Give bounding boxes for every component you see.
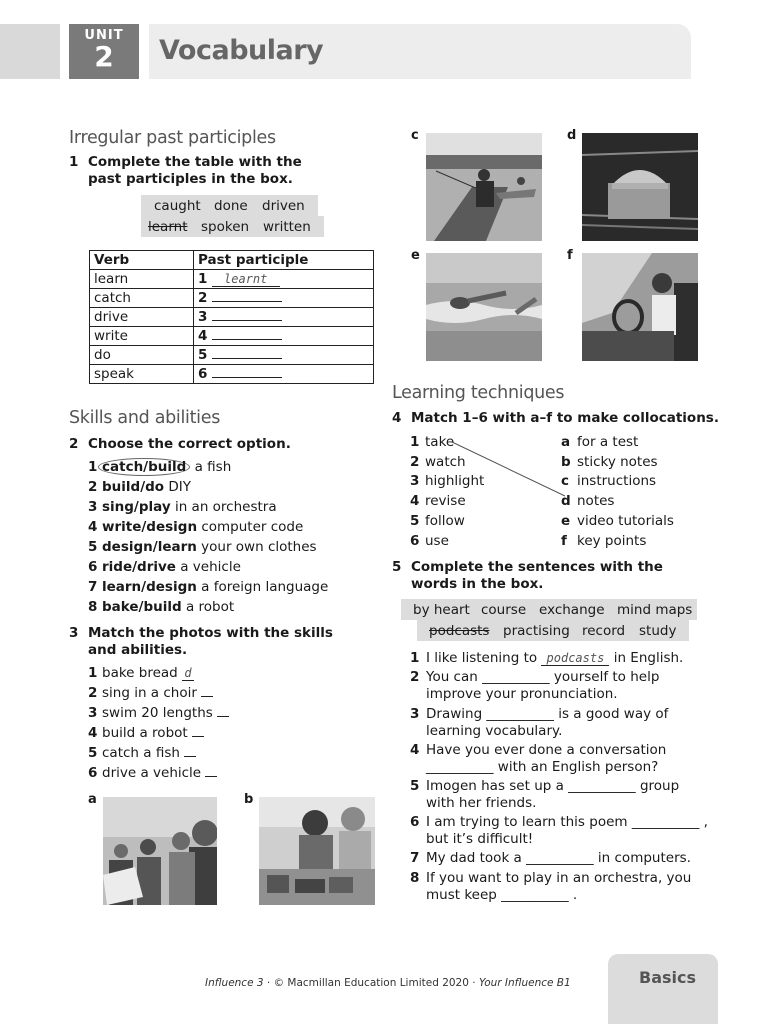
item-number: 1 — [88, 665, 98, 681]
option-pair[interactable]: build/do — [102, 479, 165, 495]
question-number: 3 — [69, 625, 79, 641]
verb-cell: speak — [90, 365, 194, 384]
unit-label: UNIT — [84, 28, 124, 43]
page-title: Vocabulary — [159, 35, 324, 66]
item-text: notes — [577, 493, 615, 509]
photo-bread — [582, 133, 698, 241]
item-rest: a foreign language — [196, 579, 329, 595]
item-text: sticky notes — [577, 454, 658, 470]
answer-cell[interactable] — [194, 289, 374, 308]
footer-publisher: · © Macmillan Education Limited 2020 · — [263, 977, 479, 989]
item-text: revise — [425, 493, 466, 509]
question-3 — [69, 625, 369, 661]
item-letter: d — [561, 493, 571, 509]
item-number: 5 — [410, 778, 420, 794]
q4-matching — [410, 432, 710, 554]
answer-cell[interactable] — [194, 270, 374, 289]
word: done — [214, 198, 248, 214]
word: caught — [154, 198, 201, 214]
item-rest: DIY — [164, 479, 191, 495]
question-2 — [69, 436, 369, 454]
answer-blank[interactable] — [192, 725, 204, 737]
item-text: instructions — [577, 473, 657, 489]
photo-fishing — [426, 133, 542, 241]
verb-cell: do — [90, 346, 194, 365]
item-number: 3 — [410, 473, 420, 489]
item-number: 7 — [88, 579, 98, 595]
photo-label-f: f — [567, 248, 573, 263]
table-row — [90, 346, 374, 365]
option-pair[interactable]: ride/drive — [102, 559, 176, 575]
question-text: Complete the sentences with the words in the box. — [411, 559, 663, 592]
section-title-skills: Skills and abilities — [69, 408, 221, 428]
sentence-text: must keep __________ . — [426, 887, 578, 903]
question-text: Match the photos with the skills and abilities. — [88, 625, 333, 658]
question-4 — [392, 410, 722, 428]
answer-podcasts[interactable]: podcasts — [541, 652, 609, 666]
item-rest: a fish — [190, 459, 232, 475]
answer-cell[interactable] — [194, 308, 374, 327]
word: practising — [503, 623, 570, 639]
option-pair[interactable]: sing/play — [102, 499, 171, 515]
question-text: Match 1–6 with a–f to make collocations. — [411, 410, 719, 426]
answer-learnt: learnt — [212, 273, 280, 287]
photo-label-a: a — [88, 792, 97, 807]
question-text: Complete the table with the past participles in the box. — [88, 154, 302, 187]
header-side-block — [0, 24, 60, 79]
item-number: 2 — [88, 685, 98, 701]
sentence-text: I am trying to learn this poem __________ , — [426, 814, 708, 830]
answer-blank — [212, 366, 282, 378]
word: mind maps — [617, 602, 693, 618]
option-pair[interactable]: bake/build — [102, 599, 182, 615]
item-number: 1 — [88, 459, 98, 475]
word: driven — [262, 198, 305, 214]
item-number: 4 — [410, 742, 420, 758]
item-letter: f — [561, 533, 567, 549]
photo-label-b: b — [244, 792, 254, 807]
item-number: 6 — [410, 533, 420, 549]
item-rest: a robot — [181, 599, 235, 615]
table-row — [90, 365, 374, 384]
item-number: 4 — [88, 725, 98, 741]
word-box-row-2 — [417, 620, 689, 641]
item-letter: e — [561, 513, 571, 529]
item-text: take — [425, 434, 455, 450]
item-rest: your own clothes — [196, 539, 317, 555]
basics-tab[interactable] — [608, 954, 718, 1024]
question-number: 5 — [392, 559, 402, 575]
question-number: 4 — [392, 410, 402, 426]
item-number: 6 — [88, 765, 98, 781]
answer-cell[interactable] — [194, 346, 374, 365]
item-number: 2 — [88, 479, 98, 495]
word: course — [481, 602, 527, 618]
item-letter: a — [561, 434, 571, 450]
question-1 — [69, 154, 369, 190]
item-number: 4 — [88, 519, 98, 535]
item-number: 6 — [88, 559, 98, 575]
table-row — [90, 289, 374, 308]
photo-choir — [103, 797, 217, 905]
table-row — [90, 270, 374, 289]
table-header-row — [90, 251, 374, 270]
word: spoken — [201, 219, 250, 235]
photo-label-e: e — [411, 248, 420, 263]
item-rest: computer code — [197, 519, 304, 535]
item-rest: in an orchestra — [170, 499, 277, 515]
item-letter: b — [561, 454, 571, 470]
answer-blank — [212, 290, 282, 302]
option-pair[interactable]: write/design — [102, 519, 198, 535]
row-number: 4 — [198, 328, 208, 344]
table-row — [90, 327, 374, 346]
q5-sentences — [410, 648, 710, 908]
sentence-text: You can __________ yourself to help — [426, 669, 660, 685]
item-number: 3 — [88, 705, 98, 721]
row-number: 5 — [198, 347, 208, 363]
verb-table — [89, 250, 374, 384]
row-number: 6 — [198, 366, 208, 382]
item-number: 5 — [410, 513, 420, 529]
table-header-cell: Past participle — [194, 251, 374, 270]
answer-blank[interactable] — [205, 765, 217, 777]
item-letter: c — [561, 473, 570, 489]
answer-cell[interactable] — [194, 327, 374, 346]
item-number: 5 — [88, 539, 98, 555]
answer-d[interactable]: d — [182, 667, 194, 681]
verb-cell: drive — [90, 308, 194, 327]
sentence-text: If you want to play in an orchestra, you — [426, 870, 692, 886]
question-number: 1 — [69, 154, 79, 170]
sentence-text: I like listening to — [426, 650, 538, 666]
item-number: 8 — [88, 599, 98, 615]
unit-number: 2 — [94, 40, 114, 73]
photo-robot-building — [259, 797, 375, 905]
item-number: 5 — [88, 745, 98, 761]
item-text: key points — [577, 533, 647, 549]
item-text: catch a fish — [102, 745, 180, 761]
word: written — [263, 219, 311, 235]
item-number: 2 — [410, 669, 420, 685]
footer-book: Influence 3 — [205, 977, 264, 989]
sentence-text: __________ with an English person? — [426, 759, 659, 775]
q3-list — [88, 663, 348, 783]
answer-blank — [212, 347, 282, 359]
sentence-text: but it’s difficult! — [426, 831, 534, 847]
sentence-text: Imogen has set up a __________ group — [426, 778, 680, 794]
footer-copyright — [205, 977, 571, 989]
answer-blank — [212, 328, 282, 340]
item-number: 3 — [410, 706, 420, 722]
word: study — [639, 623, 677, 639]
answer-blank — [212, 309, 282, 321]
row-number: 3 — [198, 309, 208, 325]
word: exchange — [539, 602, 605, 618]
item-number: 1 — [410, 434, 420, 450]
item-number: 2 — [410, 454, 420, 470]
sentence-text: learning vocabulary. — [426, 723, 563, 739]
q2-options-list — [88, 457, 348, 622]
verb-cell: write — [90, 327, 194, 346]
word-box-row-1 — [141, 195, 318, 216]
item-text: use — [425, 533, 449, 549]
sentence-text: My dad took a __________ in computers. — [426, 850, 691, 866]
item-number: 8 — [410, 870, 420, 886]
verb-cell: catch — [90, 289, 194, 308]
item-text: highlight — [425, 473, 485, 489]
circled-option[interactable]: catch/build — [98, 458, 190, 476]
answer-blank[interactable] — [217, 705, 229, 717]
sentence-text: in English. — [609, 650, 684, 666]
word: by heart — [413, 602, 470, 618]
item-number: 7 — [410, 850, 420, 866]
item-text: build a robot — [102, 725, 188, 741]
word: record — [582, 623, 626, 639]
item-number: 3 — [88, 499, 98, 515]
item-rest: a vehicle — [175, 559, 241, 575]
verb-cell: learn — [90, 270, 194, 289]
question-5 — [392, 559, 712, 595]
answer-blank[interactable] — [184, 745, 196, 757]
item-number: 4 — [410, 493, 420, 509]
row-number: 2 — [198, 290, 208, 306]
unit-badge — [69, 24, 139, 79]
word-struck: podcasts — [429, 623, 490, 639]
word-box-row-1 — [401, 599, 697, 620]
footer-series: Your Influence B1 — [478, 977, 571, 989]
photo-swimming — [426, 253, 542, 361]
title-bar — [149, 24, 691, 79]
item-text: drive a vehicle — [102, 765, 202, 781]
item-number: 6 — [410, 814, 420, 830]
question-text: Choose the correct option. — [88, 436, 291, 452]
question-number: 2 — [69, 436, 79, 452]
section-title-learning: Learning techniques — [392, 383, 565, 403]
row-number: 1 — [198, 271, 208, 287]
option-pair[interactable]: design/learn — [102, 539, 197, 555]
sentence-text: Drawing __________ is a good way of — [426, 706, 669, 722]
item-text: swim 20 lengths — [102, 705, 213, 721]
item-text: video tutorials — [577, 513, 674, 529]
sentence-text: improve your pronunciation. — [426, 686, 618, 702]
photo-label-d: d — [567, 128, 577, 143]
table-header-cell: Verb — [90, 251, 194, 270]
item-text: follow — [425, 513, 465, 529]
answer-blank[interactable] — [201, 685, 213, 697]
basics-tab-label: Basics — [639, 968, 697, 987]
item-text: sing in a choir — [102, 685, 197, 701]
word-box-row-2 — [141, 216, 324, 237]
photo-label-c: c — [411, 128, 419, 143]
item-text: for a test — [577, 434, 639, 450]
photo-driving — [582, 253, 698, 361]
option-pair[interactable]: learn/design — [102, 579, 197, 595]
table-row — [90, 308, 374, 327]
sentence-text: with her friends. — [426, 795, 537, 811]
item-text: watch — [425, 454, 466, 470]
section-title-irregular: Irregular past participles — [69, 128, 276, 148]
item-text: bake bread — [102, 665, 178, 681]
word-struck: learnt — [148, 219, 188, 235]
answer-cell[interactable] — [194, 365, 374, 384]
item-number: 1 — [410, 650, 420, 666]
sentence-text: Have you ever done a conversation — [426, 742, 667, 758]
